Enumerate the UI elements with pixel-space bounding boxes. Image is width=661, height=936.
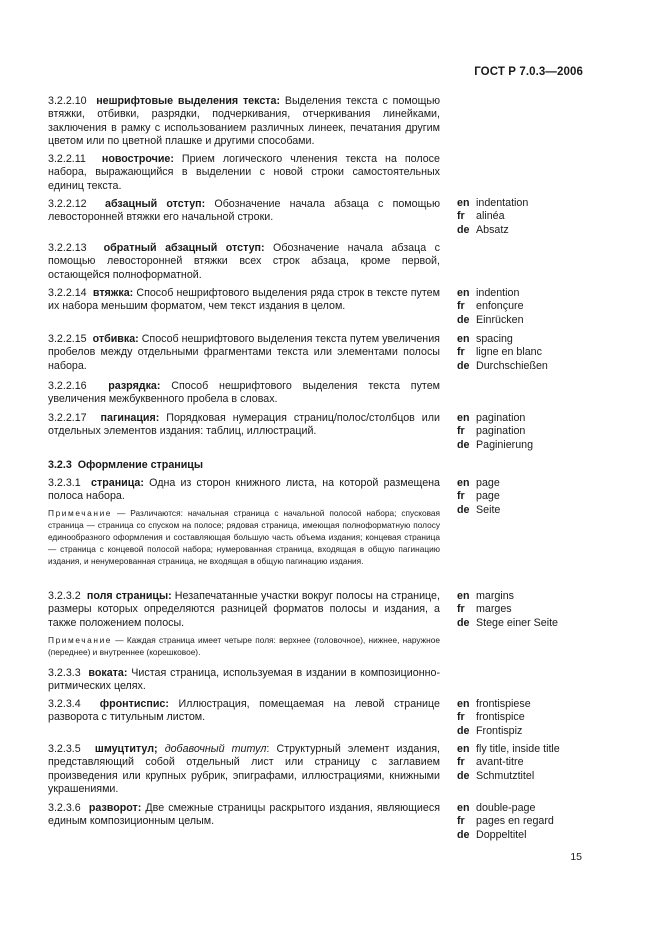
translation-row [457, 300, 524, 313]
lang-code: fr [457, 711, 465, 724]
translation-term: Absatz [476, 223, 509, 236]
translation-row [457, 770, 560, 783]
lang-code: fr [457, 210, 465, 223]
translation-term: marges [476, 603, 512, 616]
entry-definition: : Структурный элемент издания, представляющий собой отдельный лист или страницу с заглавием произведения или крупных рубрик, эпиграфами, иллюстрациями, книжными украшениями. [48, 743, 440, 795]
translation-term: pagination [476, 425, 526, 438]
translation-term: pagination [476, 412, 526, 424]
entry-term: поля страницы: [86, 590, 172, 602]
translation-term: frontispiese [476, 698, 531, 710]
entry-definition: Порядковая нумерация страниц/полос/столбцов или отдельных элементов издания: таблиц, иллюстраций. [48, 412, 440, 438]
translation-row [457, 314, 524, 327]
translation-row [457, 333, 548, 346]
translation-term: pages en regard [476, 815, 554, 828]
section-title: Оформление страницы [77, 459, 203, 471]
entry-definition: Иллюстрация, помещаемая на левой странице разворота с титульным листом. [48, 698, 440, 724]
entry-definition: Чистая страница, используемая в издании в композиционно-ритмических целях. [48, 667, 440, 693]
note [48, 507, 440, 567]
translation-row [457, 360, 548, 373]
lang-code: fr [457, 815, 465, 828]
translation-block [457, 802, 554, 842]
lang-code: de [457, 828, 470, 841]
lang-code: en [457, 412, 470, 424]
translation-term: Seite [476, 503, 501, 516]
lang-code: en [457, 802, 470, 814]
document-header-standard: ГОСТ Р 7.0.3—2006 [474, 66, 583, 78]
translation-row [457, 617, 558, 630]
entry-term: новострочие: [101, 153, 174, 165]
entry-term: нешрифтовые выделения текста: [96, 95, 281, 107]
entry-term: отбивка: [92, 333, 139, 345]
translation-term: double-page [476, 802, 536, 814]
entry-number: 3.2.2.10 [48, 95, 87, 107]
entry-term-alt: добавочный титул [164, 743, 267, 755]
lang-code: fr [457, 756, 465, 769]
translation-row [457, 711, 531, 724]
translation-term: spacing [476, 333, 513, 345]
entry-definition: Способ нешрифтового выделения текста путем увеличения пробелов между отдельными фрагментами текста или элементами полосы набора. [48, 333, 440, 372]
lang-code: en [457, 743, 470, 755]
translation-row [457, 346, 548, 359]
translation-term: Paginierung [476, 438, 534, 451]
lang-code: en [457, 333, 470, 345]
translation-row [457, 287, 524, 300]
translation-row [457, 224, 528, 237]
entry-number: 3.2.2.13 [48, 242, 87, 254]
lang-code: fr [457, 603, 465, 616]
translation-term: enfonçure [476, 300, 524, 313]
lang-code: fr [457, 346, 465, 359]
translation-row [457, 802, 554, 815]
translation-block [457, 412, 533, 452]
translation-term: margins [476, 590, 515, 602]
lang-code: de [457, 616, 470, 629]
translation-term: avant-titre [476, 756, 524, 769]
entry-definition: Способ нешрифтового выделения текста путем увеличения межбуквенного пробела в словах. [48, 380, 440, 406]
entry-definition: Выделения текста с помощью втяжки, отбивки, разрядки, подчеркивания, отчеркивания линейками, заключения в рамку с использованием различных линеек, печатания другим цветом или по цветной плашке и другими способами. [48, 95, 440, 147]
lang-code: de [457, 503, 470, 516]
translation-row [457, 743, 560, 756]
entry-term: абзацный отступ: [105, 198, 206, 210]
entry-number: 3.2.2.11 [48, 153, 86, 165]
lang-code: de [457, 724, 470, 737]
term-entry [48, 287, 440, 314]
translation-block [457, 590, 558, 630]
entry-term: страница: [91, 477, 144, 489]
translation-block [457, 477, 500, 517]
term-entry [48, 153, 440, 193]
translation-term: frontispice [476, 711, 525, 724]
entry-term: разворот: [88, 802, 142, 814]
term-entry [48, 802, 440, 829]
lang-code: en [457, 477, 470, 489]
translation-row [457, 477, 500, 490]
translation-term: Durchschießen [476, 359, 548, 372]
entry-number: 3.2.3.6 [48, 802, 81, 814]
translation-row [457, 197, 528, 210]
translation-row [457, 603, 558, 616]
translation-row [457, 439, 533, 452]
entry-definition: Две смежные страницы раскрытого издания, являющиеся единым композиционным целым. [48, 802, 440, 828]
entry-definition: Способ нешрифтового выделения ряда строк в тексте путем их набора меньшим форматом, чем текст издания в целом. [48, 287, 440, 313]
translation-row [457, 210, 528, 223]
translation-row [457, 725, 531, 738]
entry-definition: Обозначение начала абзаца с помощью левосторонней втяжки его начальной строки. [48, 198, 440, 224]
lang-code: de [457, 359, 470, 372]
lang-code: fr [457, 490, 465, 503]
note [48, 634, 440, 658]
term-entry [48, 412, 440, 439]
entry-definition: Прием логического членения текста на полосе набора, выражающийся в выделении с новой строки самостоятельных единиц текста. [48, 153, 440, 192]
entry-term: шмуцтитул; [94, 743, 158, 755]
term-entry [48, 477, 440, 504]
section-number: 3.2.3 [48, 459, 72, 471]
translation-term: indentation [476, 197, 529, 209]
note-text: — Различаются: начальная страница с начальной полосой набора; спусковая страница — страница со спуском на полосе; рядовая страница, имеющая полноформатную полосу единообразного оформления и составляющая большую часть объема издания; концевая страница — страница с концевой полосой набора; нумерованная страница, входящая в общую пагинацию издания, и ненумерованная страница, не входящая в общую пагинацию издания. [48, 508, 440, 567]
entry-number: 3.2.2.17 [48, 412, 87, 424]
lang-code: en [457, 197, 470, 209]
translation-term: fly title, inside title [476, 743, 560, 755]
lang-code: de [457, 769, 470, 782]
lang-code: fr [457, 300, 465, 313]
translation-row [457, 412, 533, 425]
translation-row [457, 829, 554, 842]
term-entry [48, 198, 440, 225]
term-entry [48, 333, 440, 373]
entry-term: разрядка: [108, 380, 161, 392]
translation-term: Schmutztitel [476, 769, 535, 782]
note-label: Примечание [48, 635, 113, 645]
section-heading [48, 459, 203, 471]
term-entry [48, 667, 440, 694]
entry-number: 3.2.2.16 [48, 380, 87, 392]
translation-term: indention [476, 287, 520, 299]
term-entry [48, 743, 440, 796]
entry-term: фронтиспис: [99, 698, 169, 710]
translation-row [457, 590, 558, 603]
entry-number: 3.2.3.1 [48, 477, 81, 489]
translation-row [457, 698, 531, 711]
entry-number: 3.2.3.3 [48, 667, 81, 679]
entry-number: 3.2.2.14 [48, 287, 87, 299]
entry-number: 3.2.2.12 [48, 198, 87, 210]
term-entry [48, 242, 440, 282]
translation-term: Stege einer Seite [476, 616, 558, 629]
entry-term: втяжка: [92, 287, 134, 299]
lang-code: en [457, 287, 470, 299]
translation-row [457, 490, 500, 503]
translation-block [457, 698, 531, 738]
note-text: — Каждая страница имеет четыре поля: верхнее (головочное), нижнее, наружное (переднее) и внутреннее (корешковое). [48, 635, 440, 658]
lang-code: en [457, 590, 470, 602]
translation-term: ligne en blanc [476, 346, 542, 359]
entry-definition: Обозначение начала абзаца с помощью левосторонней втяжки всех строк абзаца, кроме первой, остающейся полноформатной. [48, 242, 440, 281]
translation-row [457, 815, 554, 828]
translation-block [457, 197, 528, 237]
term-entry [48, 95, 440, 148]
translation-term: alinéa [476, 210, 505, 223]
translation-term: Frontispiz [476, 724, 523, 737]
translation-block [457, 333, 548, 373]
entry-definition: Незапечатанные участки вокруг полосы на странице, размеры которых определяются разницей форматов полосы и издания, а также положением полосы. [48, 590, 440, 629]
term-entry [48, 380, 440, 407]
term-entry [48, 590, 440, 630]
entry-number: 3.2.3.5 [48, 743, 81, 755]
lang-code: de [457, 438, 470, 451]
note-label: Примечание [48, 508, 113, 518]
lang-code: en [457, 698, 470, 710]
entry-number: 3.2.3.4 [48, 698, 81, 710]
term-entry [48, 698, 440, 725]
translation-term: Einrücken [476, 313, 524, 326]
translation-term: Doppeltitel [476, 828, 527, 841]
lang-code: fr [457, 425, 465, 438]
translation-block [457, 287, 524, 327]
entry-number: 3.2.2.15 [48, 333, 87, 345]
entry-definition: Одна из сторон книжного листа, на которой размещена полоса набора. [48, 477, 440, 503]
page-number: 15 [570, 851, 582, 863]
translation-row [457, 504, 500, 517]
translation-row [457, 756, 560, 769]
entry-term: воката: [88, 667, 128, 679]
entry-number: 3.2.3.2 [48, 590, 81, 602]
translation-term: page [476, 490, 500, 503]
translation-row [457, 425, 533, 438]
translation-term: page [476, 477, 500, 489]
entry-term: обратный абзацный отступ: [103, 242, 265, 254]
lang-code: de [457, 313, 470, 326]
entry-term: пагинация: [100, 412, 160, 424]
lang-code: de [457, 223, 470, 236]
translation-block [457, 743, 560, 783]
